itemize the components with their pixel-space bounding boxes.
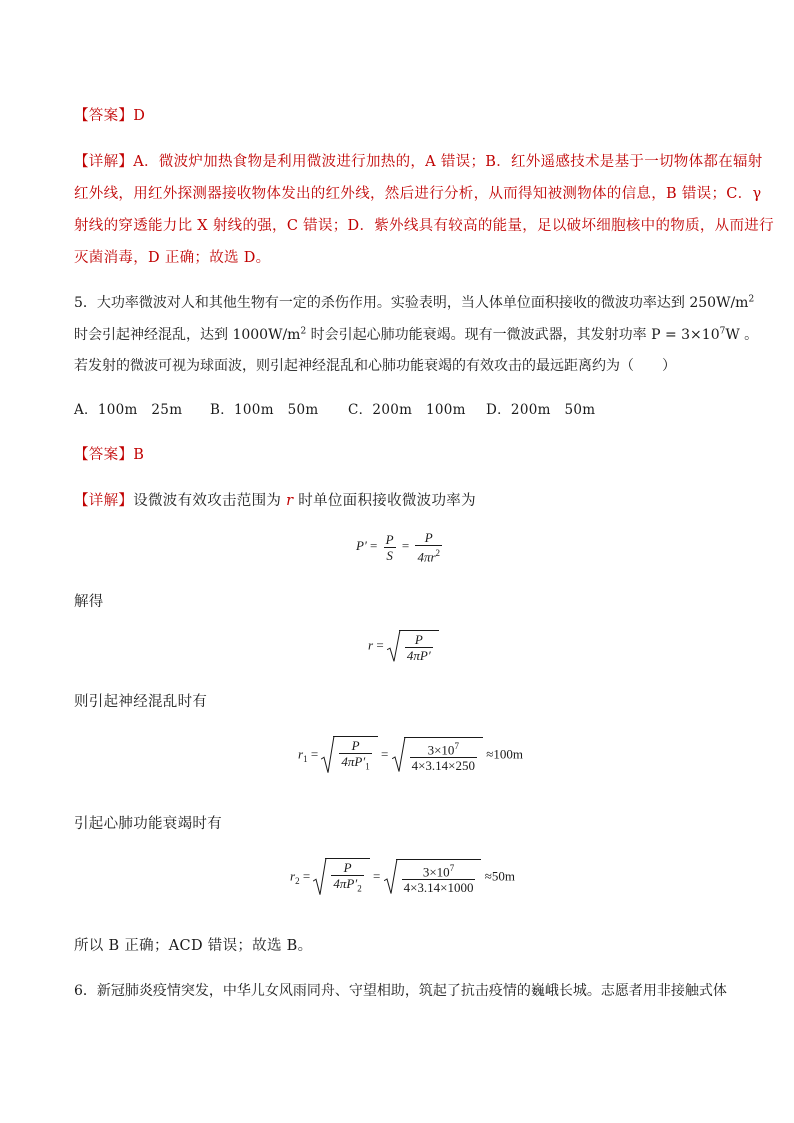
q4-detail-line-3: 射线的穿透能力比 X 射线的强，C 错误；D．紫外线具有较高的能量，足以破坏细胞核中的物质，从而进行 [74,218,774,234]
answer-value: D [133,108,146,124]
answer-tag: 【答案】 [74,108,134,124]
q5-options [74,398,595,418]
q5-line-3: 若发射的微波可视为球面波，则引起神经混乱和心肺功能衰竭的有效攻击的最远距离约为（ ） [74,358,676,374]
q5-line-2: 时会引起神经混乱，达到 $1000W/m^2$ 时会引起心肺功能衰竭。现有一微波武器，其发射功率 $P = 3\times 10^7W$ 。 [74,326,759,343]
square-root [313,858,369,897]
q5-detail-line-1: 【详解】设微波有效攻击范围为 r 时单位面积接收微波功率为 [74,493,476,509]
answer-value: B [133,447,145,463]
equation-radius: r = $\frac{P}{4\pi P'}$ [368,630,439,663]
solve-label: 解得 [74,594,104,610]
q5-answer [74,443,144,464]
detail-tag: 【详解】 [74,493,134,509]
q6-line-1: 6．新冠肺炎疫情突发，中华儿女风雨同舟、守望相助，筑起了抗击疫情的巍峨长城。志愿者用非接触式体 [74,983,727,999]
fraction: $\frac{P}{S}$ [385,531,394,563]
fraction: $\frac{3\times 10^7}{4\times 3.14\times 1000}$ [403,863,474,896]
fraction: $\frac{P}{4\pi P'_1}$ [341,738,370,772]
heart-label: 引起心肺功能衰竭时有 [74,816,222,832]
fraction: $\frac{P}{4\pi r^2}$ [417,530,441,565]
radical-sign [387,630,401,663]
option-b: B．100m 50m [210,402,319,418]
option-c: C．200m 100m [348,402,466,418]
q5-line-1: 5．大功率微波对人和其他生物有一定的杀伤作用。实验表明，当人体单位面积接收的微波功率达到 $250W/m^2$ [74,294,755,311]
option-a: A．100m 25m [74,402,183,418]
fraction: $\frac{3\times 10^7}{4\times 3.14\times 250}$ [411,741,475,774]
equation-r1: $r_1$ = $\frac{P}{4\pi P'_1}$ = $\frac{3\times 10^7}{4\times 3.14\times 250}$ ≈100m [298,738,523,774]
q4-answer [74,104,145,125]
option-d: D．200m 50m [486,402,596,418]
equation-r2: $r_2$ = $\frac{P}{4\pi P'_2}$ = $\frac{3\times 10^7}{4\times 3.14\times 1000}$ ≈50m [290,860,515,896]
conclusion: 所以 B 正确；ACD 错误；故选 B。 [74,938,313,954]
square-root [392,737,483,773]
equation-power-density: P′ = $\frac{P}{S}$ = $\frac{P}{4\pi r^2}$ [356,530,441,565]
detail-tag: 【详解】 [74,154,134,170]
square-root [387,630,439,663]
square-root [384,859,482,895]
square-root [321,736,377,775]
fraction: $\frac{P}{4\pi P'}$ [406,632,431,663]
answer-tag: 【答案】 [74,447,134,463]
neuro-label: 则引起神经混乱时有 [74,694,208,710]
fraction: $\frac{P}{4\pi P'_2}$ [333,860,362,894]
q4-detail-line-4: 灭菌消毒，D 正确；故选 D。 [74,250,271,266]
q4-detail-line-1: 【详解】A．微波炉加热食物是利用微波进行加热的，A 错误；B．红外遥感技术是基于一切物体都在辐射 [74,154,763,170]
q4-detail-line-2: 红外线，用红外探测器接收物体发出的红外线，然后进行分析，从而得知被测物体的信息，B 错误；C．γ [74,186,762,202]
